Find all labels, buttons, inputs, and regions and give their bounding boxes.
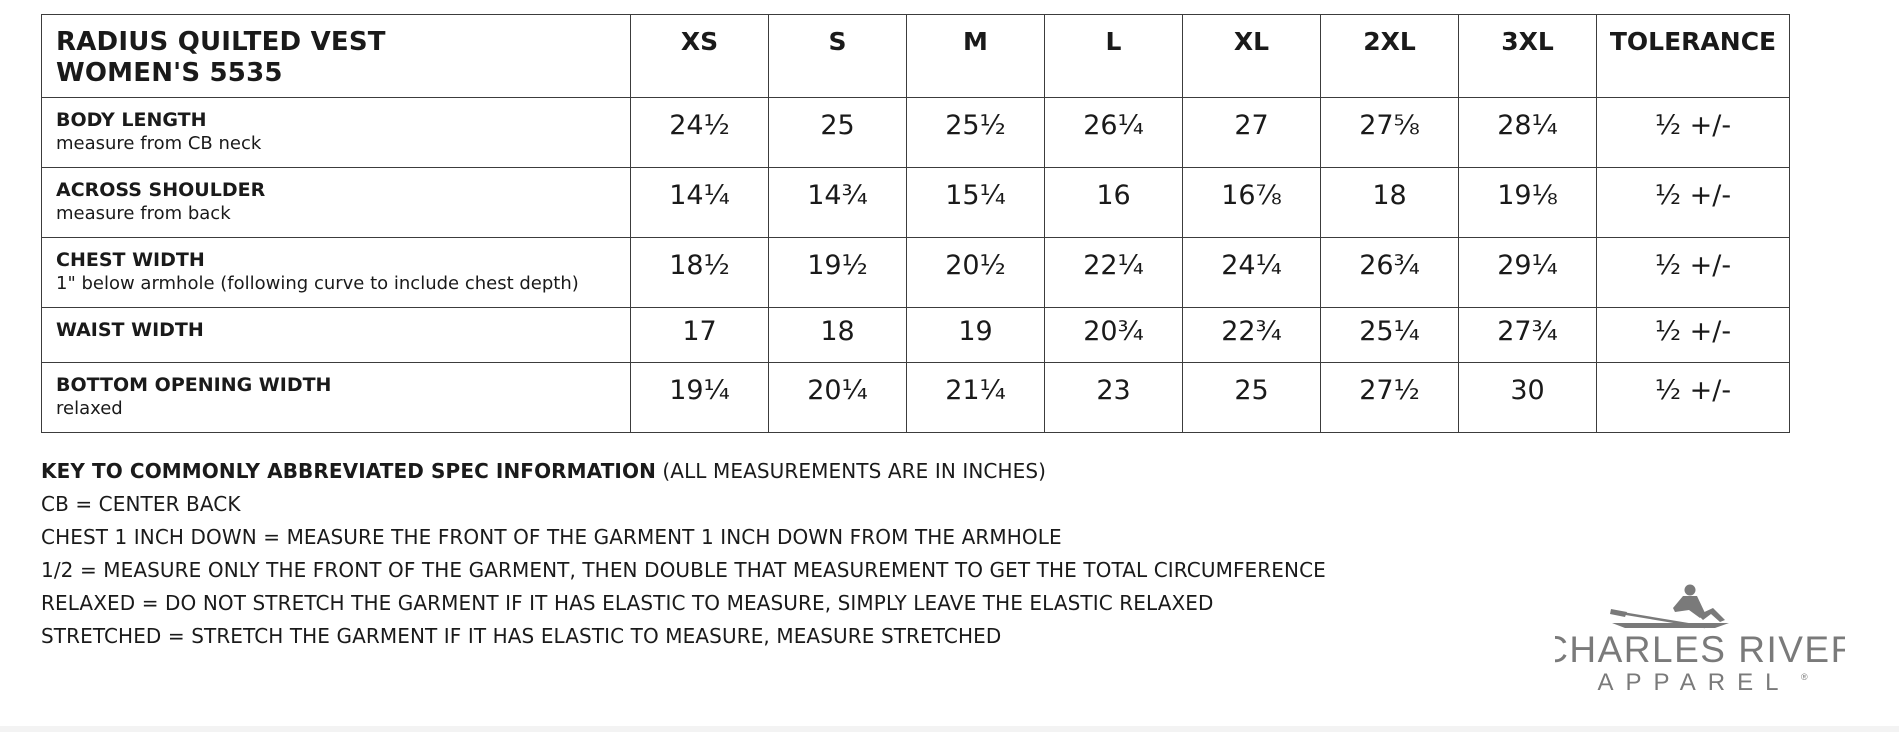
table-cell: 19½ (769, 238, 907, 308)
abbreviation-key (41, 455, 1326, 653)
key-heading-note: (ALL MEASUREMENTS ARE IN INCHES) (655, 459, 1047, 483)
column-header-l: L (1045, 15, 1183, 98)
row-label: BOTTOM OPENING WIDTH (56, 374, 332, 396)
table-cell: 18 (1321, 168, 1459, 238)
table-row (42, 363, 1790, 433)
table-cell: 26¼ (1045, 98, 1183, 168)
key-line: STRETCHED = STRETCH THE GARMENT IF IT HAS ELASTIC TO MEASURE, MEASURE STRETCHED (41, 624, 1002, 648)
row-sublabel: 1" below armhole (following curve to include chest depth) (56, 273, 579, 294)
column-header-3xl: 3XL (1459, 15, 1597, 98)
column-header-m: M (907, 15, 1045, 98)
table-row (42, 168, 1790, 238)
table-cell: 21¼ (907, 363, 1045, 433)
column-header-s: S (769, 15, 907, 98)
table-cell: 16⅞ (1183, 168, 1321, 238)
row-label: BODY LENGTH (56, 109, 207, 131)
row-label-cell (42, 308, 631, 363)
table-cell: 17 (631, 308, 769, 363)
registered-mark: ® (1801, 672, 1808, 682)
table-cell: 28¼ (1459, 98, 1597, 168)
row-label-cell (42, 98, 631, 168)
product-title-cell (42, 15, 631, 98)
table-cell: 25½ (907, 98, 1045, 168)
column-header-xs: XS (631, 15, 769, 98)
table-cell: 27¾ (1459, 308, 1597, 363)
table-cell: 22¼ (1045, 238, 1183, 308)
table-cell: 27½ (1321, 363, 1459, 433)
column-header-2xl: 2XL (1321, 15, 1459, 98)
row-label-cell (42, 168, 631, 238)
table-cell: 24½ (631, 98, 769, 168)
key-line: 1/2 = MEASURE ONLY THE FRONT OF THE GARMENT, THEN DOUBLE THAT MEASUREMENT TO GET THE TOTAL CIRCUMFERENCE (41, 558, 1326, 582)
table-cell: 19 (907, 308, 1045, 363)
column-header-tolerance: TOLERANCE (1597, 15, 1790, 98)
row-label-cell (42, 363, 631, 433)
tolerance-cell: ½ +/- (1597, 238, 1790, 308)
table-cell: 30 (1459, 363, 1597, 433)
tolerance-cell: ½ +/- (1597, 308, 1790, 363)
logo-subtitle: APPAREL (1597, 669, 1791, 695)
table-cell: 14¾ (769, 168, 907, 238)
row-label: WAIST WIDTH (56, 319, 204, 341)
table-cell: 19⅛ (1459, 168, 1597, 238)
table-cell: 25 (1183, 363, 1321, 433)
column-header-xl: XL (1183, 15, 1321, 98)
key-line: RELAXED = DO NOT STRETCH THE GARMENT IF IT HAS ELASTIC TO MEASURE, SIMPLY LEAVE THE ELASTIC RELAXED (41, 591, 1214, 615)
row-label-cell (42, 238, 631, 308)
table-cell: 20¼ (769, 363, 907, 433)
table-row (42, 308, 1790, 363)
rower-icon (1555, 580, 1845, 695)
size-spec-table (41, 14, 1790, 433)
table-cell: 16 (1045, 168, 1183, 238)
key-heading: KEY TO COMMONLY ABBREVIATED SPEC INFORMATION (41, 459, 656, 483)
tolerance-cell: ½ +/- (1597, 168, 1790, 238)
table-cell: 20½ (907, 238, 1045, 308)
table-cell: 14¼ (631, 168, 769, 238)
logo-wordmark: CHARLES RIVER (1555, 629, 1845, 670)
table-row (42, 238, 1790, 308)
table-cell: 18½ (631, 238, 769, 308)
row-label: CHEST WIDTH (56, 249, 205, 271)
product-title: RADIUS QUILTED VEST (56, 27, 386, 57)
key-line: CB = CENTER BACK (41, 492, 241, 516)
table-cell: 15¼ (907, 168, 1045, 238)
row-label: ACROSS SHOULDER (56, 179, 266, 201)
table-cell: 29¼ (1459, 238, 1597, 308)
table-cell: 20¾ (1045, 308, 1183, 363)
table-header-row (42, 15, 1790, 98)
tolerance-cell: ½ +/- (1597, 363, 1790, 433)
product-style: WOMEN'S 5535 (56, 58, 283, 88)
table-row (42, 98, 1790, 168)
table-cell: 25 (769, 98, 907, 168)
tolerance-cell: ½ +/- (1597, 98, 1790, 168)
table-cell: 25¼ (1321, 308, 1459, 363)
table-cell: 27⅝ (1321, 98, 1459, 168)
row-sublabel: measure from back (56, 203, 231, 224)
table-cell: 18 (769, 308, 907, 363)
brand-logo (1555, 580, 1845, 695)
key-heading-line (41, 455, 1326, 488)
row-sublabel: measure from CB neck (56, 133, 262, 154)
row-sublabel: relaxed (56, 398, 123, 419)
page-bottom-edge (0, 726, 1899, 732)
table-cell: 19¼ (631, 363, 769, 433)
table-cell: 27 (1183, 98, 1321, 168)
table-cell: 24¼ (1183, 238, 1321, 308)
table-cell: 22¾ (1183, 308, 1321, 363)
table-cell: 23 (1045, 363, 1183, 433)
table-cell: 26¾ (1321, 238, 1459, 308)
key-line: CHEST 1 INCH DOWN = MEASURE THE FRONT OF THE GARMENT 1 INCH DOWN FROM THE ARMHOLE (41, 525, 1062, 549)
